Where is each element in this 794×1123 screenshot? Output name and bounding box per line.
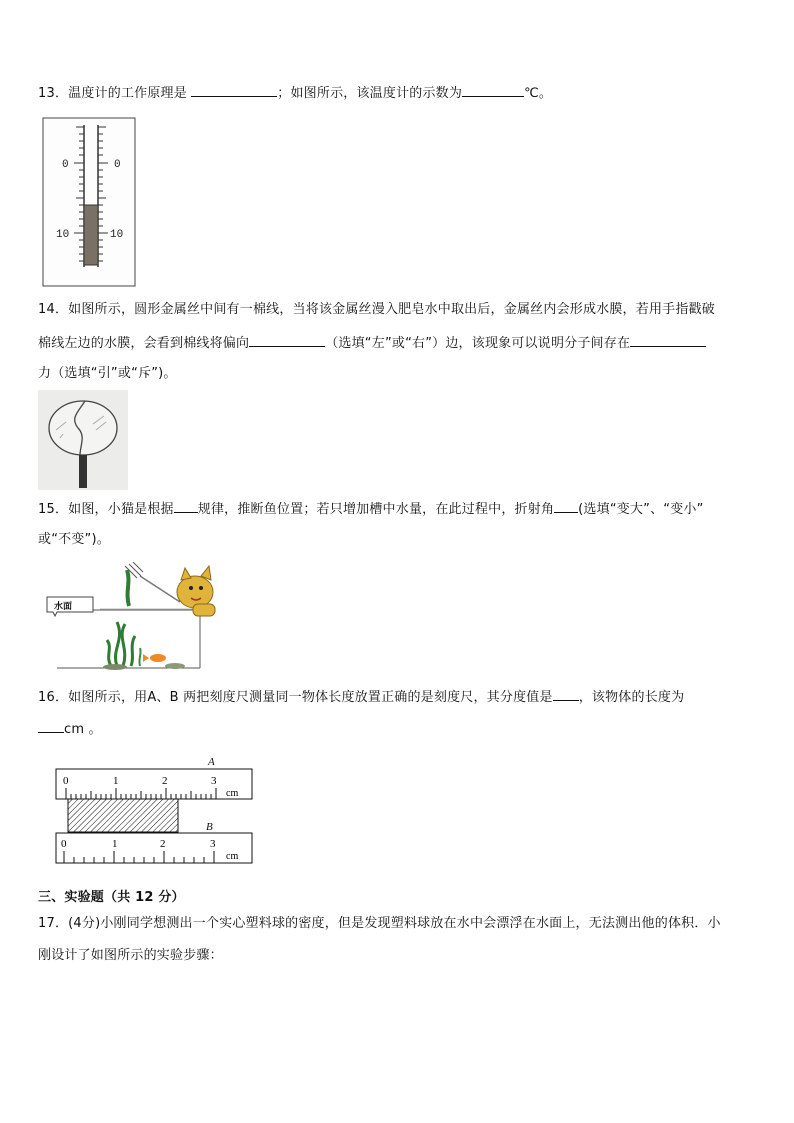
thermo-label-right-10: 10 — [110, 229, 124, 241]
section-3-heading: 三、实验题（共 12 分） — [38, 890, 185, 905]
q14-blank-direction[interactable] — [249, 334, 325, 347]
question-16-line-1 — [38, 688, 684, 706]
question-14-line-1: 14．如图所示，圆形金属丝中间有一棉线，当将该金属丝漫入肥皂水中取出后，金属丝内会形成水膜，若用手指戳破 — [38, 302, 715, 317]
ruler-b-tick-3: 3 — [210, 838, 216, 850]
q13-prefix: 13．温度计的工作原理是 — [38, 86, 192, 101]
q13-blank-principle[interactable] — [191, 84, 277, 97]
ruler-a-label: A — [208, 756, 215, 768]
thermometer-figure — [42, 117, 136, 287]
q16-line2: cm 。 — [64, 722, 102, 737]
ruler-b-tick-0: 0 — [61, 838, 67, 850]
q15-line1-b: 规律，推断鱼位置；若只增加槽中水量，在此过程中，折射角 — [197, 502, 555, 517]
thermo-label-left-10: 10 — [56, 229, 70, 241]
q13-blank-reading[interactable] — [462, 84, 524, 97]
ruler-a-unit: cm — [226, 788, 239, 799]
cat-fishing-figure — [45, 562, 225, 672]
ruler-b-label: B — [206, 821, 213, 833]
q15-blank-law[interactable] — [174, 500, 198, 513]
q16-line1-a: 16．如图所示，用A、B 两把刻度尺测量同一物体长度放置正确的是刻度尺，其分度值是 — [38, 690, 553, 705]
q14-line2-a: 棉线左边的水膜，会看到棉线将偏向 — [38, 336, 250, 351]
ruler-a-tick-3: 3 — [211, 775, 217, 787]
question-14-line-2 — [38, 334, 706, 352]
thermo-label-right-0: 0 — [114, 159, 121, 171]
question-17-line-2: 刚设计了如图所示的实验步骤： — [38, 948, 223, 963]
q13-mid: ；如图所示，该温度计的示数为 — [277, 86, 463, 101]
ruler-a-tick-0: 0 — [63, 775, 69, 787]
ruler-a-tick-1: 1 — [113, 775, 119, 787]
q16-line1-b: ，该物体的长度为 — [578, 690, 685, 705]
q15-line1-c: (选填“变大”、“变小” — [578, 502, 704, 517]
q13-suffix: ℃。 — [524, 86, 553, 101]
ruler-b-tick-1: 1 — [112, 838, 118, 850]
q15-blank-angle[interactable] — [554, 500, 578, 513]
thermo-label-left-0: 0 — [62, 159, 69, 171]
q14-blank-force[interactable] — [630, 334, 706, 347]
question-14-line-3: 力（选填“引”或“斥”)。 — [38, 366, 177, 381]
q16-blank-length[interactable] — [38, 720, 64, 733]
wire-loop-figure — [38, 390, 128, 490]
ruler-b-tick-2: 2 — [160, 838, 166, 850]
ruler-b-unit: cm — [226, 851, 239, 862]
ruler-a-tick-2: 2 — [162, 775, 168, 787]
question-16-line-2 — [38, 720, 102, 738]
question-15-line-1 — [38, 500, 704, 518]
question-13-text — [38, 84, 552, 102]
q15-line1-a: 15．如图，小猫是根据 — [38, 502, 174, 517]
q14-line2-b: （选填“左”或“右”）边，该现象可以说明分子间存在 — [325, 336, 631, 351]
q16-blank-division[interactable] — [553, 688, 579, 701]
question-15-line-2: 或“不变”)。 — [38, 532, 110, 547]
rulers-figure — [54, 755, 256, 867]
water-surface-label: 水面 — [54, 602, 73, 612]
question-17-line-1: 17．(4分)小刚同学想测出一个实心塑料球的密度，但是发现塑料球放在水中会漂浮在水面上，无法测出他的体积．小 — [38, 916, 721, 931]
